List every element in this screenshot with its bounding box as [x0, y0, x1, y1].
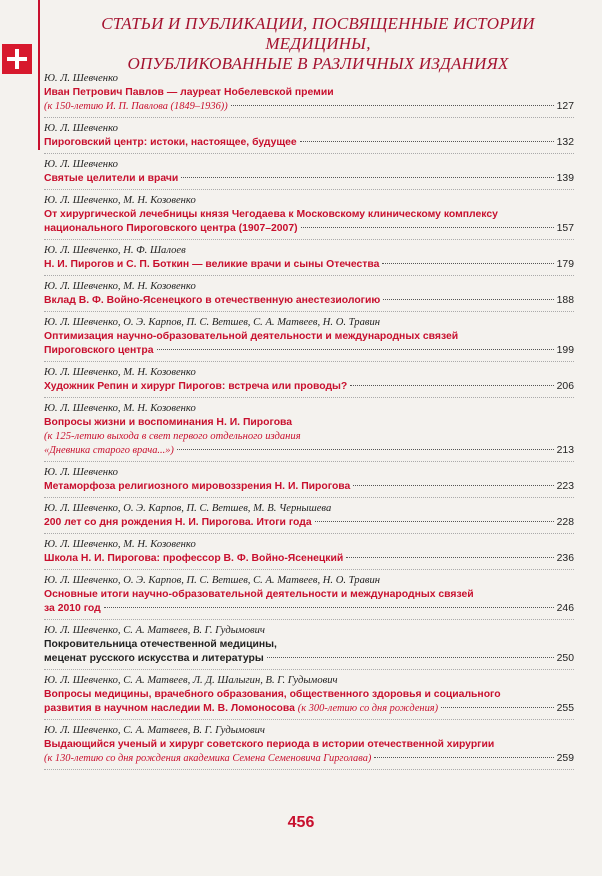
toc-entry: [44, 366, 574, 398]
entry-title: Покровительница отечественной медицины,: [44, 639, 277, 650]
entry-page: 255: [556, 703, 574, 714]
table-of-contents: [44, 72, 574, 774]
entry-authors: Ю. Л. Шевченко: [44, 467, 118, 478]
vertical-rule: [38, 0, 40, 150]
entry-title-cont: развития в научном наследии М. В. Ломоносова: [44, 703, 295, 714]
entry-title-cont: Пироговского центра: [44, 345, 154, 356]
entry-authors: Ю. Л. Шевченко, О. Э. Карпов, П. С. Ветшев, С. А. Матвеев, Н. О. Травин: [44, 317, 381, 328]
entry-page: 223: [556, 481, 574, 492]
page-number: 456: [287, 814, 315, 831]
entry-page: 246: [556, 603, 574, 614]
toc-entry: [44, 72, 574, 118]
entry-page: 228: [556, 517, 574, 528]
entry-authors: Ю. Л. Шевченко, М. Н. Козовенко: [44, 367, 196, 378]
entry-authors: Ю. Л. Шевченко: [44, 73, 118, 84]
entry-title: Основные итоги научно-образовательной деятельности и международных связей: [44, 589, 474, 600]
entry-page: 127: [556, 101, 574, 112]
entry-title-cont: меценат русского искусства и литературы: [44, 653, 264, 664]
toc-entry: [44, 538, 574, 570]
entry-page: 188: [556, 295, 574, 306]
entry-title: Вклад В. Ф. Войно-Ясенецкого в отечественную анестезиологию: [44, 295, 381, 306]
entry-title: Н. И. Пирогов и С. П. Боткин — великие врачи и сыны Отечества: [44, 259, 380, 270]
entry-page: 250: [556, 653, 574, 664]
entry-title: Вопросы жизни и воспоминания Н. И. Пирогова: [44, 417, 293, 428]
entry-title-cont: национального Пироговского центра (1907–2007): [44, 223, 298, 234]
entry-authors: Ю. Л. Шевченко, О. Э. Карпов, П. С. Ветшев, М. В. Чернышева: [44, 503, 332, 514]
entry-authors: Ю. Л. Шевченко, С. А. Матвеев, Л. Д. Шалыгин, В. Г. Гудымович: [44, 675, 338, 686]
toc-entry: [44, 624, 574, 670]
header-line-1: СТАТЬИ И ПУБЛИКАЦИИ, ПОСВЯЩЕННЫЕ ИСТОРИИ МЕДИЦИНЫ,: [101, 14, 535, 53]
entry-subtitle: (к 125-летию выхода в свет первого отдельного издания: [44, 431, 301, 442]
entry-authors: Ю. Л. Шевченко, М. Н. Козовенко: [44, 539, 196, 550]
entry-title: Вопросы медицины, врачебного образования, общественного здоровья и социального: [44, 689, 501, 700]
entry-title: Выдающийся ученый и хирург советского периода в истории отечественной хирургии: [44, 739, 495, 750]
entry-authors: Ю. Л. Шевченко: [44, 159, 118, 170]
entry-page: 179: [556, 259, 574, 270]
toc-entry: [44, 724, 574, 770]
entry-page: 259: [556, 753, 574, 764]
entry-page: 132: [556, 137, 574, 148]
entry-authors: Ю. Л. Шевченко, О. Э. Карпов, П. С. Ветшев, С. А. Матвеев, Н. О. Травин: [44, 575, 381, 586]
entry-title: Художник Репин и хирург Пирогов: встреча или проводы?: [44, 381, 348, 392]
entry-title: Иван Петрович Павлов — лауреат Нобелевской премии: [44, 87, 334, 98]
entry-page: 139: [556, 173, 574, 184]
section-header: [48, 14, 588, 74]
entry-title-cont: за 2010 год: [44, 603, 101, 614]
toc-entry: [44, 280, 574, 312]
entry-page: 236: [556, 553, 574, 564]
toc-entry: [44, 466, 574, 498]
entry-title: Метаморфоза религиозного мировоззрения Н. И. Пирогова: [44, 481, 351, 492]
medical-cross-icon: [2, 44, 32, 74]
entry-page: 157: [556, 223, 574, 234]
entry-authors: Ю. Л. Шевченко, Н. Ф. Шалоев: [44, 245, 186, 256]
entry-authors: Ю. Л. Шевченко: [44, 123, 118, 134]
toc-entry: [44, 316, 574, 362]
entry-title: Школа Н. И. Пирогова: профессор В. Ф. Войно-Ясенецкий: [44, 553, 344, 564]
toc-entry: [44, 158, 574, 190]
entry-title: Оптимизация научно-образовательной деятельности и международных связей: [44, 331, 459, 342]
header-line-2: ОПУБЛИКОВАННЫЕ В РАЗЛИЧНЫХ ИЗДАНИЯХ: [127, 54, 509, 73]
entry-title: 200 лет со дня рождения Н. И. Пирогова. Итоги года: [44, 517, 312, 528]
toc-entry: [44, 244, 574, 276]
entry-subtitle: (к 150-летию И. П. Павлова (1849–1936)): [44, 101, 228, 112]
entry-page: 206: [556, 381, 574, 392]
toc-entry: [44, 194, 574, 240]
entry-title: Пироговский центр: истоки, настоящее, будущее: [44, 137, 297, 148]
entry-title: От хирургической лечебницы князя Чегодаева к Московскому клиническому комплексу: [44, 209, 498, 220]
entry-subtitle: (к 300-летию со дня рождения): [297, 703, 439, 714]
entry-page: 213: [556, 445, 574, 456]
entry-authors: Ю. Л. Шевченко, М. Н. Козовенко: [44, 195, 196, 206]
entry-authors: Ю. Л. Шевченко, М. Н. Козовенко: [44, 403, 196, 414]
toc-entry: [44, 574, 574, 620]
entry-authors: Ю. Л. Шевченко, С. А. Матвеев, В. Г. Гудымович: [44, 725, 265, 736]
entry-authors: Ю. Л. Шевченко, М. Н. Козовенко: [44, 281, 196, 292]
entry-page: 199: [556, 345, 574, 356]
entry-title: Святые целители и врачи: [44, 173, 179, 184]
entry-subtitle-cont: «Дневника старого врача...»): [44, 445, 174, 456]
toc-entry: [44, 122, 574, 154]
toc-entry: [44, 502, 574, 534]
toc-entry: [44, 674, 574, 720]
entry-authors: Ю. Л. Шевченко, С. А. Матвеев, В. Г. Гудымович: [44, 625, 265, 636]
toc-entry: [44, 402, 574, 462]
entry-subtitle: (к 130-летию со дня рождения академика Семена Семеновича Гирголава): [44, 753, 372, 764]
